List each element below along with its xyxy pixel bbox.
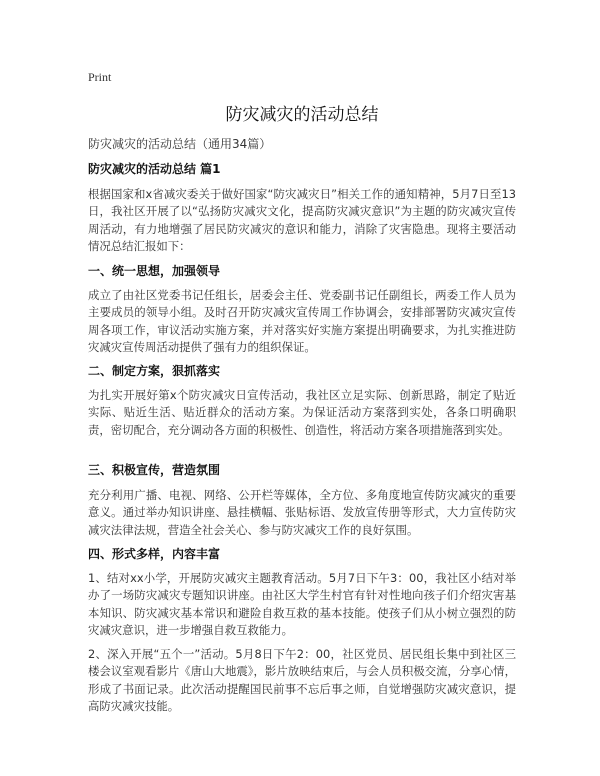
list-item: 2、深入开展“五个一”活动。5月8日下午2：00，社区党员、居民组长集中到社区三楼会议室观看影片《唐山大地震》，影片放映结束后，与会人员积极交流，分享心情，形成了书面记录。此次活动提醒国民前事不忘后事之师，自觉增强防灾减灾意识，提高防灾减灾技能。 bbox=[88, 647, 516, 714]
page-title: 防灾减灾的活动总结 bbox=[225, 105, 379, 125]
section-body-3: 充分利用广播、电视、网络、公开栏等媒体，全方位、多角度地宣传防灾减灾的重要意义。通过举办知识讲座、悬挂横幅、张贴标语、发放宣传册等形式，大力宣传防灾减灾法律法规，营造全社会关心、参与防灾减灾工作的良好氛围。 bbox=[88, 488, 516, 537]
section-heading-2: 二、制定方案，狠抓落实 bbox=[88, 364, 221, 378]
article-title: 防灾减灾的活动总结 篇1 bbox=[88, 162, 221, 176]
section-heading-1: 一、统一思想，加强领导 bbox=[88, 264, 221, 278]
print-link[interactable]: Print bbox=[88, 70, 112, 84]
section-heading-4: 四、形式多样，内容丰富 bbox=[88, 547, 221, 561]
section-body-2: 为扎实开展好第x个防灾减灾日宣传活动，我社区立足实际、创新思路，制定了贴近实际、贴近生活、贴近群众的活动方案。为保证活动方案落到实处，各条口明确职责，密切配合，充分调动各方面的积极性、创造性，将活动方案各项措施落到实处。 bbox=[88, 388, 516, 437]
section-heading-3: 三、积极宣传，营造氛围 bbox=[88, 463, 221, 477]
list-item: 1、结对xx小学，开展防灾减灾主题教育活动。5月7日下午3：00，我社区小结对举办了一场防灾减灾专题知识讲座。由社区大学生村官有针对性地向孩子们介绍灾害基本知识、防灾减灾基本常识和避险自救互救的基本技能。使孩子们从小树立强烈的防灾减灾意识，进一步增强自救互救能力。 bbox=[88, 571, 516, 638]
document-subtitle: 防灾减灾的活动总结（通用34篇） bbox=[88, 137, 272, 151]
intro-paragraph: 根据国家和x省减灾委关于做好国家“防灾减灾日”相关工作的通知精神，5月7日至13日，我社区开展了以“弘扬防灾减灾文化，提高防灾减灾意识”为主题的防灾减灾宣传周活动，有力地增强了居民防灾减灾的意识和能力，消除了灾害隐患。现将主要活动情况总结汇报如下： bbox=[88, 187, 516, 254]
section-body-1: 成立了由社区党委书记任组长，居委会主任、党委副书记任副组长，两委工作人员为主要成员的领导小组。及时召开防灾减灾宣传周工作协调会，安排部署防灾减灾宣传周各项工作，审议活动实施方案，并对落实好实施方案提出明确要求，为扎实推进防灾减灾宣传周活动提供了强有力的组织保证。 bbox=[88, 288, 516, 355]
